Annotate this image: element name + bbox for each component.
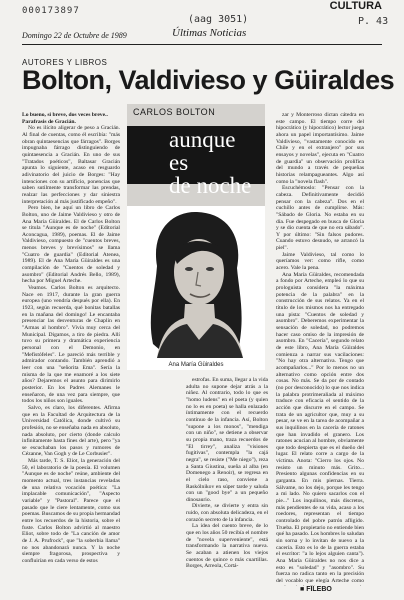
article-image-block [127, 104, 265, 370]
article-lead: Lo bueno, si breve, dos veces breve.. Parafrasis de Gracián. [22, 112, 108, 125]
signature-text: FILEBO [306, 586, 332, 593]
paragraph: Jaime Valdivieso, tal como lo queríamos ver: como rifle, como acero. Vale la pena. [276, 251, 364, 272]
book-cover-title-line: es [169, 150, 189, 175]
paragraph: Más tarde, T. S. Eliot, la generación del 50, el laboratorio de la poesía. El volumen "Aunque es de noche" reúne, ambiente del momento actual, tres instancias reveladas de una relativa vocación poética: "La implacable comunicación", "Aspecto variable" y "Pastoral". Parece que el pasado que le ciere lentamente, como sus poemas. Buscamos de su propia hermandad entre los recuerdos de la historia, sobre el fuste. Carlos Bolton advirtió al maestro Eliot, sobre todo de "La canción de amor de J. A. Prufrock", que "la soberbia llama" no nos abandonará nunca. Y la noche siempre fragorosa, prospectiva y confluirían en cada verso de estos [22, 458, 120, 564]
paragraph: Divierte, se divierte y entra sin ruido, con absoluta delicadeza, en el corazón secreto de la infancia. [186, 503, 268, 523]
book-cover-image [127, 104, 265, 206]
section-label: CULTURA [329, 0, 382, 12]
paragraph: Pero bien, he aquí un libro de Carlos Bolton, uno de Jaime Valdivieso y otro de Ana María Güiraldes. El de Carlos Bolton se titula "Aunque es de noche" (Editorial Aconcagua, 1989), poemas. El de Jaime Valdivieso, compuesto de "cuentos breves, menos breves y brevísimos" se llama "Cuatro de guardia" (Editorial Atenea, 1989). El de Ana María Güiraldes es una compilación de "Cuentos de soledad y asombro" (Editorial Andrés Bello, 1989), hecha por Miguel Arteche. [22, 205, 120, 285]
article-signature: ■ FILEBO [300, 586, 332, 593]
paragraph: Veamos. Carlos Bolton es arquitecto. Nace en 1917, durante la gran guerra europea (uno vendría después por ella). En 1923, según recuerda, qué bonitas batallas en la mañana del domingo! Le encantaba presenciar las desventuras de Chaplin en "Armas al hombro". Vivía muy cerca del Municipal. Digamos, a tiro de piedra. Allí tuvo su primera y dramática experiencia personal con el Demonio, en "Mefistófeles". Le pareció más terrible y admirador contando. También aprendió a leer con una "señorita Ema". Sería la misma de la que me enamoré a los siete años? Dejaremos el asunto para dirimirlo posterior. En los Padres Alemanes le enseñaron, de una vez para siempre, que todos los niños son iguales. [22, 285, 120, 405]
paragraph: No es ilícito aligerar de peso a Gracián. Al final de cuentas, como él escribía: "más obran quintaesencias que fárragos". Borges impugnaba fárrago distinguiendo de quintaesencia a Gracián. En uno de sus "Tratados poéticos", Baltasar Gracián apunta lo siguiente, acaso en resguardo adivinatorio del juicio de Borges: "Hay intenciones con su artificio, ponencias que saben sutilmente transformar las prendas, realzar las perfecciones y dar siniestra interpretación al más justificado empeño". [22, 125, 120, 205]
newspaper-header [22, 27, 382, 45]
handwritten-archive-code: (aag 3051) [188, 14, 249, 25]
image-caption: Ana María Güiraldes [168, 362, 224, 368]
paragraph: Ana María Güiraldes, recomendada a fondo por Arteche, empleó lo que su prologuista considera "la máxima potencia de la palabra" en la construcción de sus relatos. Ya en el título de los mismos nos ha entregado una pista: "Cuentos de soledad y asombro". Deberemos experimentar la sensación de soledad, no podremos hacer caso omiso de la impresión de asombro. En "Cacería", segundo relato de este libro, Ana María Güiraldes comienza a narrar sus vacilaciones: "No hay otra alternativa. Tengo que acompañarlos..." Por lo menos no un alternativo como opción entre dos cosas. No más. Se da por de contado (no por desconocido) lo que nos indica la palabra protrimeraliada al máximo traduce con eficacia el sentido de la acción que discurre en el campo. Se trata de un agricultor que, muy a su pesar, se ve en la tarea de acompañar a sus inquilinos en la cacería de ratones que han invadido el granero. Los ratones acucian al hombre, obviamente que todo despierta que es el dueño del lugar. El relato corre a cargo de la víctima. Anota: "Cierro los ojos. No resisto un minuto más. Grito... Presiento algunas confidencias en su garganta. En mis piernas. Tierra. Sálvame, no los dejo, porque les tengo a mi lado. No quiero sacarlos con el pie..." Los inquilinos, más discretos, más pendientes de su vida, acaso a los roedores, representan el tiempo controlado del pobre patrón afligido. Trueba. El propietario no entiende bien qué ha pasado. Los hombres lo saludan sin sorna y lo invitan de nuevo a la cacería. Esto es lo de la guerra estaba el escritor: "a lo lejos alguien canta"). Ana María Güiraldes no nos dice a esto es "soledad" y "asombro". Su fuerza no radica tanto en la precisión del vocablo que elegía Arteche como [276, 271, 364, 584]
paragraph: Escuchémoslo: "Pensar con la cabeza. Definitivamente decidió pensar con la cabeza". Dos en el cuchillo antes de cumplirse. Más: "Sábado de Gloria. No estaba en su día. Fue despegado en busca de Gloria y se dio cuenta de que no era sábado". Y por último: "Sin falsos pudores. Cuando estuvo desnudo, se arrancó la piel". [276, 185, 364, 252]
paragraph: La idea del cuento breve, de lo que en los años 50 recibía el nombre de "novela superveniente", está transformando la narrativa nueva. Se acaban a atienen los viejos cuentos de quince o más cuartillas. Borges, Arreola, Cortá- [186, 523, 268, 570]
handwritten-page-note: P. 43 [358, 16, 389, 27]
publication-name: Últimas Noticias [172, 27, 247, 39]
handwritten-ref-number: 000173897 [22, 6, 80, 16]
paragraph: Salvo, es claro, los diferentes. Afirma que en la Facultad de Arquitectura de la Universidad Católica, donde cultivó su profesión, no se enseñaba nada en absoluto, nada absoluto, por cierto (donde calculo infinitamente hasta fines del arte), pero "ya se escuchaban los pasos y rumores de Cézanne, Van Gogh y de Le Corbusier". [22, 404, 120, 458]
author-portrait-photo [127, 206, 265, 358]
publication-date: Domingo 22 de Octubre de 1989 [22, 31, 127, 40]
article-kicker: AUTORES Y LIBROS [22, 58, 108, 67]
paragraph: estrofas. En suma, llegar a la vida adulta no supone dejar atrás a la niñez. Al contrario, todo lo que es "homo ludens" en el poeta (y quien no lo es en poeta) se halla enlazado íntimamente con el recuerdo continuo de la infancia. Así, Bolton "supone a los monos", "mendiga con un niño", se detiene a observar su propia mano, traza recuerdos de "El tirrey", analiza "visiones fugitivas", contempla "la cajá negra", se resiste ("Me niego"), reza a Santa Giustina, sueña al alba (en Domenego a Renoir), se regresa en el cielo raso, conviene a Raskólnikov en súper tarde y saluda con un "good bye" a un pequeño dinosaurio. [186, 377, 268, 503]
article-column-1 [22, 112, 120, 586]
book-cover-author: CARLOS BOLTON [133, 107, 216, 117]
article-column-2 [186, 377, 268, 587]
book-cover-title-line: aunque [169, 127, 236, 152]
article-headline: Bolton, Valdivieso y Güiraldes [22, 65, 395, 95]
article-column-3 [276, 112, 364, 586]
book-cover-title-line: de noche [169, 173, 252, 198]
paragraph: zar y Monterroso dictan cátedra en este campo. El tiempo corre del hipocrático (y hipocrático) lector juega ahora un papel importantísimo. Jaime Valdivieso, "vastamente conocido en Chile y en el extranjero" por sus ensayos y novelas", ejecuta en "Cuatro de guardia" un observación prolífica del mundo a través de pequeñas historias relampagueantes. Algo así como la "novela flash". [276, 112, 364, 185]
book-cover-title [169, 128, 261, 197]
